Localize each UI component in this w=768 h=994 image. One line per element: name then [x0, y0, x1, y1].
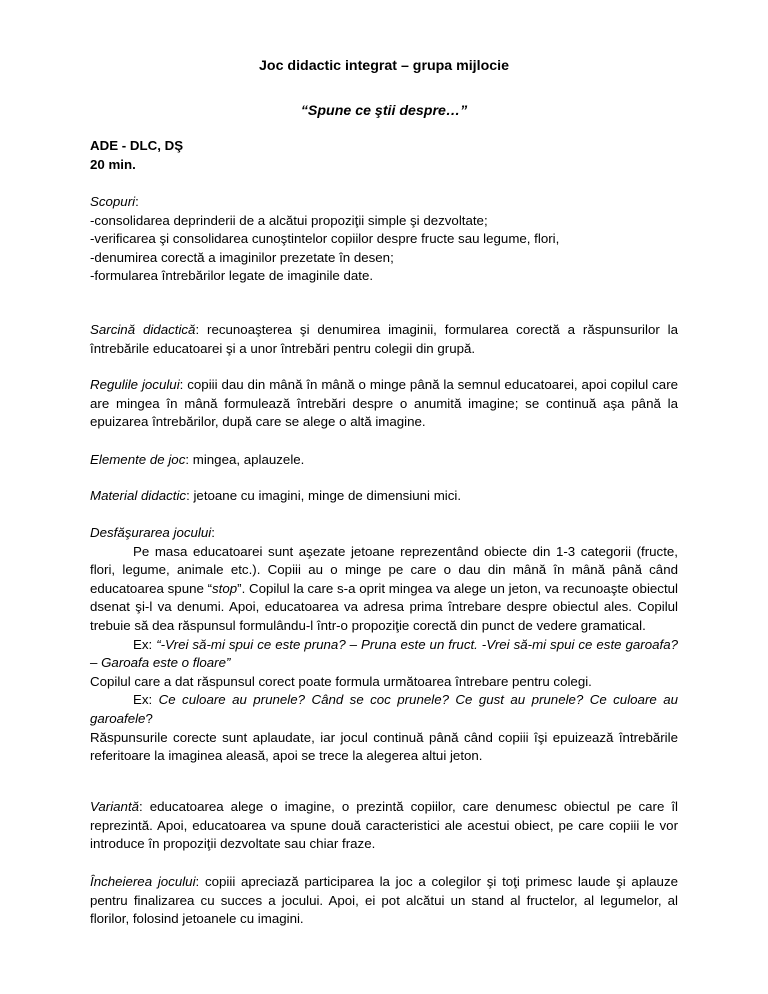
scopes-section: [90, 193, 678, 286]
document-subtitle: “Spune ce ştii despre…”: [300, 103, 468, 119]
ending-label: Încheierea jocului: [90, 874, 196, 889]
example-1: [90, 636, 678, 673]
ending-section: Încheierea jocului: copiii apreciază participarea la joc a colegilor şi toţi primesc laude şi aplauze pentru finalizarea cu succes a jocului. Apoi, ei pot alcătui un stand al fructelor, al legumelor, al florilor, folosind jetoanele cu imagini.: [90, 874, 678, 927]
procedure-paragraph-3: Răspunsurile corecte sunt aplaudate, iar jocul continuă până când copiii îşi epuizează întrebările referitoare la imaginea aleasă, apoi se trece la alegerea altui jeton.: [90, 729, 678, 764]
example-text: Ce culoare au prunele? Când se coc prunele? Ce gust au prunele? Ce culoare au garoafele: [90, 692, 678, 726]
variant-label: Variantă: [90, 799, 140, 814]
task-text: recunoaşterea şi denumirea imaginii, formularea corectă a răspunsurilor la întrebările educatoarei şi a unor întrebări pentru colegii din grupă.: [90, 322, 679, 356]
example-label: Ex:: [133, 636, 153, 652]
stop-word: stop: [212, 580, 238, 596]
rules-section: Regulile jocului: copiii dau din mână în mână o minge până la semnul educatoarei, apoi copilul care are mingea în mână formulează întrebări despre o anumită imagine; se continuă aşa până la epuizarea întrebărilor, după care se alege o altă imagine.: [90, 377, 679, 430]
example-end: ?: [145, 710, 153, 726]
variant-section: Variantă: educatoarea alege o imagine, o prezintă copiilor, care denumesc obiectul pe care îl reprezintă. Apoi, educatoarea va spune două caracteristici ale acestui obiect, pe care copiii le vor introduce în propoziţii dezvoltate sau chiar fraze.: [90, 799, 679, 852]
example-text: “-Vrei să-mi spui ce este pruna? – Pruna este un fruct. -Vrei să-mi spui ce este garoafa? – Garoafa este o floare”: [90, 636, 678, 671]
material-label: Material didactic: [90, 488, 187, 503]
scope-item: -denumirea corectă a imaginilor prezetate în desen;: [90, 249, 394, 265]
scope-item: -verificarea şi consolidarea cunoştintelor copiilor despre fructe sau legume, flori,: [90, 231, 560, 247]
variant-text: educatoarea alege o imagine, o prezintă copiilor, care denumesc obiectul pe care îl reprezintă. Apoi, educatoarea va spune două caracteristici ale acestui obiect, pe care copiii le vor introduce în propoziţii dezvoltate sau chiar fraze.: [90, 799, 679, 852]
procedure-paragraph-1: [90, 543, 678, 636]
scopes-label: Scopuri: [90, 194, 136, 209]
task-section: Sarcină didactică: recunoaşterea şi denumirea imaginii, formularea corectă a răspunsurilor la întrebările educatoarei şi a unor întrebări pentru colegii din grupă.: [90, 322, 679, 356]
procedure-label: Desfăşurarea jocului: [90, 525, 212, 540]
meta-area: ADE - DLC, DŞ: [90, 138, 184, 153]
material-section: Material didactic: jetoane cu imagini, minge de dimensiuni mici.: [90, 488, 462, 503]
scopes-heading: Scopuri:: [90, 194, 139, 209]
rules-label: Regulile jocului: [90, 377, 180, 392]
task-label: Sarcină didactică: [90, 322, 196, 337]
scope-item: -consolidarea deprinderii de a alcătui propoziţii simple şi dezvoltate;: [90, 212, 488, 228]
elements-text: mingea, aplauzele.: [192, 452, 305, 467]
procedure-paragraph-2: Copilul care a dat răspunsul corect poate formula următoarea întrebare pentru colegi.: [90, 673, 592, 689]
rules-text: copiii dau din mână în mână o minge până la semnul educatoarei, apoi copilul care are mingea în mână formulează întrebări despre o anumită imagine; se continuă aşa până la epuizarea întrebărilor, după care se alege o altă imagine.: [90, 377, 679, 430]
meta-duration: 20 min.: [90, 157, 136, 172]
procedure-heading: Desfăşurarea jocului:: [90, 525, 215, 540]
example-2: [90, 691, 678, 728]
elements-label: Elemente de joc: [90, 452, 186, 467]
procedure-text: ”. Copilul la care s-a oprit mingea va alege un jeton, va recunoaşte obiectul dsenat şi-l va denumi. Apoi, educatoarea va adresa prima întrebare despre obiectul ales. Copilul trebuie să dea răspunsul formulându-l într-o propoziţie corectă din punct de vedere gramatical.: [90, 580, 678, 633]
document-title: Joc didactic integrat – grupa mijlocie: [259, 58, 509, 74]
elements-section: Elemente de joc: mingea, aplauzele.: [90, 452, 305, 467]
procedure-section: [90, 524, 678, 766]
procedure-text: Pe masa educatoarei sunt aşezate jetoane reprezentând obiecte din 1-3 categorii (fructe, flori, legume, animale etc.). Copiii au o minge pe care o dau din mână în mână până când educatoarea spune “: [90, 543, 678, 596]
ending-text: copiii apreciază participarea la joc a colegilor şi toţi primesc laude şi aplauze pentru finalizarea cu succes a jocului. Apoi, ei pot alcătui un stand al fructelor, al legumelor, al florilor, folosind jetoanele cu imagini.: [90, 874, 678, 927]
example-label: Ex:: [133, 692, 153, 708]
scope-item: -formularea întrebărilor legate de imaginile date.: [90, 268, 374, 284]
material-text: jetoane cu imagini, minge de dimensiuni mici.: [193, 488, 462, 503]
